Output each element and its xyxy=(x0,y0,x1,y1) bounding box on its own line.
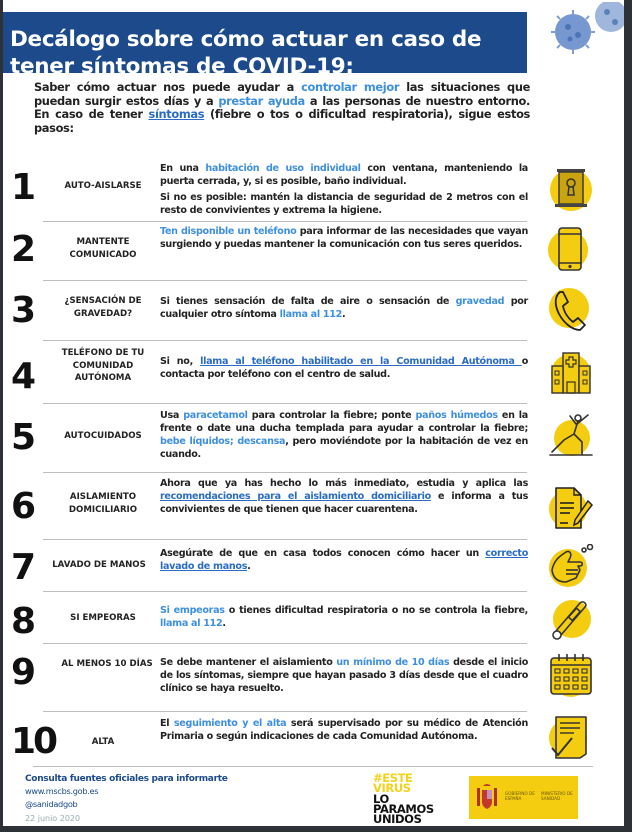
intro-paragraph xyxy=(34,81,530,135)
government-logo xyxy=(469,776,578,819)
step-text xyxy=(160,355,528,381)
intro-text: Saber cómo actuar nos puede ayudar a xyxy=(34,80,302,94)
text: . xyxy=(342,309,346,320)
divider xyxy=(43,539,527,540)
virus-icon xyxy=(543,2,624,64)
highlight: habitación de uso individual xyxy=(205,163,361,174)
text: Si tienes sensación de falta de aire o sensación de xyxy=(160,296,456,307)
step-number: 9 xyxy=(11,652,34,693)
divider xyxy=(43,643,527,644)
step-number: 6 xyxy=(11,486,34,527)
infographic-page xyxy=(3,0,624,826)
thermometer-icon xyxy=(548,597,594,643)
website-link[interactable]: www.mscbs.gob.es xyxy=(25,786,99,796)
door-icon xyxy=(548,165,594,211)
slogan-logo xyxy=(373,773,468,824)
step-label: AUTO-AISLARSE xyxy=(64,181,142,191)
text: en la frente o date una ducha templada para ayudar a controlar la fiebre; xyxy=(160,410,528,434)
document-pen-icon xyxy=(548,485,594,531)
calendar-icon xyxy=(548,652,594,698)
slogan-paramos: PARAMOS xyxy=(373,801,434,816)
highlight: llama al 112 xyxy=(160,618,223,629)
phone-icon xyxy=(548,226,594,272)
highlight: paracetamol xyxy=(183,410,248,421)
text: o tienes dificultad respiratoria o no se controla la fiebre, xyxy=(224,605,528,616)
divider xyxy=(33,766,593,767)
divider xyxy=(43,591,527,592)
divider xyxy=(43,221,527,222)
step-text xyxy=(160,604,528,630)
step-number: 7 xyxy=(11,547,34,588)
highlight: seguimiento y el alta xyxy=(173,718,287,729)
slogan-unidos: UNIDOS xyxy=(373,812,422,826)
step-number: 10 xyxy=(11,721,56,762)
text: o contacta por teléfono con el centro de salud. xyxy=(160,356,528,380)
telephone-handset-icon xyxy=(548,288,594,334)
highlight: Ten disponible un teléfono xyxy=(160,226,297,237)
text: Si no es posible: mantén la distancia de seguridad de 2 metros con el resto de convivientes y extrema la higiene. xyxy=(160,192,528,216)
footer-title: Consulta fuentes oficiales para informarte xyxy=(25,774,228,784)
text: para informar de las necesidades que vayan surgiendo y puedas mantener la comunicación con tus seres queridos. xyxy=(160,226,529,250)
step-label: MANTENTE COMUNICADO xyxy=(69,237,137,260)
highlight: Si empeoras xyxy=(160,605,225,616)
step-number: 8 xyxy=(11,601,34,642)
intro-text: las situaciones que puedan surgir estos días y a xyxy=(34,80,530,108)
text: para controlar la fiebre; ponte xyxy=(247,410,416,421)
step-label: ¿SENSACIÓN DE GRAVEDAD? xyxy=(64,296,142,319)
text: . xyxy=(222,618,226,629)
step-text xyxy=(160,656,528,695)
divider xyxy=(43,340,527,341)
step-label: LAVADO DE MANOS xyxy=(52,560,146,570)
step-text xyxy=(160,717,528,743)
step-text xyxy=(160,225,528,251)
intro-text: (fiebre o tos o dificultad respiratoria), sigue estos pasos: xyxy=(34,107,530,135)
date-label: 22 junio 2020 xyxy=(25,814,81,823)
text: El xyxy=(160,718,174,729)
text: , pero moviéndote por la habitación de vez en cuando. xyxy=(160,436,528,460)
text: e informa a tus convivientes de que tienen que hacer cuarentena. xyxy=(160,491,528,515)
step-label: ALTA xyxy=(91,737,115,747)
step-text xyxy=(160,477,528,516)
step-label: TELÉFONO DE TU COMUNIDAD AUTÓNOMA xyxy=(61,348,145,383)
highlight: gravedad xyxy=(455,296,505,307)
divider xyxy=(43,472,527,473)
slogan-hashtag: #ESTE xyxy=(373,771,413,785)
stretching-person-icon xyxy=(548,412,594,458)
step-label: AISLAMIENTO DOMICILIARIO xyxy=(68,492,138,515)
text: será supervisado por su médico de Atención Primaria o según indicaciones de cada Comunidad Autónoma. xyxy=(160,718,528,742)
coat-of-arms-icon xyxy=(475,782,499,812)
step-number: 4 xyxy=(11,356,34,397)
step-number: 2 xyxy=(11,229,34,270)
highlight: llama al 112 xyxy=(279,309,342,320)
twitter-handle[interactable]: @sanidadgob xyxy=(25,799,78,809)
divider xyxy=(43,403,527,404)
autonomous-community-phone-link[interactable]: llama al teléfono habilitado en la Comunidad Autónoma xyxy=(200,356,522,367)
step-label: AL MENOS 10 DÍAS xyxy=(61,659,153,669)
handwashing-link[interactable]: correcto lavado de manos xyxy=(160,548,528,572)
hospital-icon xyxy=(548,350,594,396)
intro-text: a las personas de nuestro entorno. En caso de tener xyxy=(34,93,530,122)
text: . xyxy=(247,561,251,572)
text: Ahora que ya has hecho lo más inmediato, estudia y aplica las xyxy=(160,478,528,489)
title-banner xyxy=(3,12,527,79)
text: con ventana, manteniendo la puerta cerrada, y, si es posible, baño individual. xyxy=(160,163,528,187)
step-label: SI EMPEORAS xyxy=(70,613,136,623)
step-number: 1 xyxy=(11,167,34,208)
text: En una xyxy=(160,163,206,174)
intro-highlight: controlar mejor xyxy=(301,80,400,94)
slogan-virus: VIRUS xyxy=(373,781,411,796)
checklist-icon xyxy=(548,714,594,760)
gov-spain-text: GOBIERNO DE ESPAÑA xyxy=(505,791,535,801)
text: Se debe mantener el aislamiento xyxy=(160,657,337,668)
divider xyxy=(43,711,527,712)
highlight: un mínimo de 10 días xyxy=(336,657,450,668)
handwashing-icon xyxy=(548,544,594,590)
text: desde el inicio de los síntomas, siempre que hayan pasado 3 días desde que el cuadro clínico se haya resuelto. xyxy=(160,657,529,694)
step-label: AUTOCUIDADOS xyxy=(64,431,142,441)
step-text xyxy=(160,547,528,573)
highlight: paños húmedos xyxy=(415,410,498,421)
slogan-lo: LO xyxy=(373,791,389,806)
page-title: Decálogo sobre cómo actuar en caso de tener síntomas de COVID-19: xyxy=(10,27,482,79)
text: Asegúrate de que en casa todos conocen cómo hacer un xyxy=(160,548,486,559)
text: por cualquier otro síntoma xyxy=(160,296,528,320)
intro-highlight: prestar ayuda xyxy=(218,93,305,108)
symptoms-link[interactable]: síntomas xyxy=(148,107,205,122)
step-text xyxy=(160,295,528,321)
step-text xyxy=(160,409,528,461)
home-isolation-recommendations-link[interactable]: recomendaciones para el aislamiento domiciliario xyxy=(160,491,431,502)
ministry-text: MINISTERIO DE SANIDAD xyxy=(541,791,573,801)
highlight: bebe líquidos; descansa xyxy=(160,436,286,447)
step-number: 5 xyxy=(11,417,34,458)
text: Usa xyxy=(160,410,184,421)
step-text xyxy=(160,162,528,217)
divider xyxy=(43,280,527,281)
step-number: 3 xyxy=(11,290,34,331)
text: Si no, xyxy=(160,356,201,367)
